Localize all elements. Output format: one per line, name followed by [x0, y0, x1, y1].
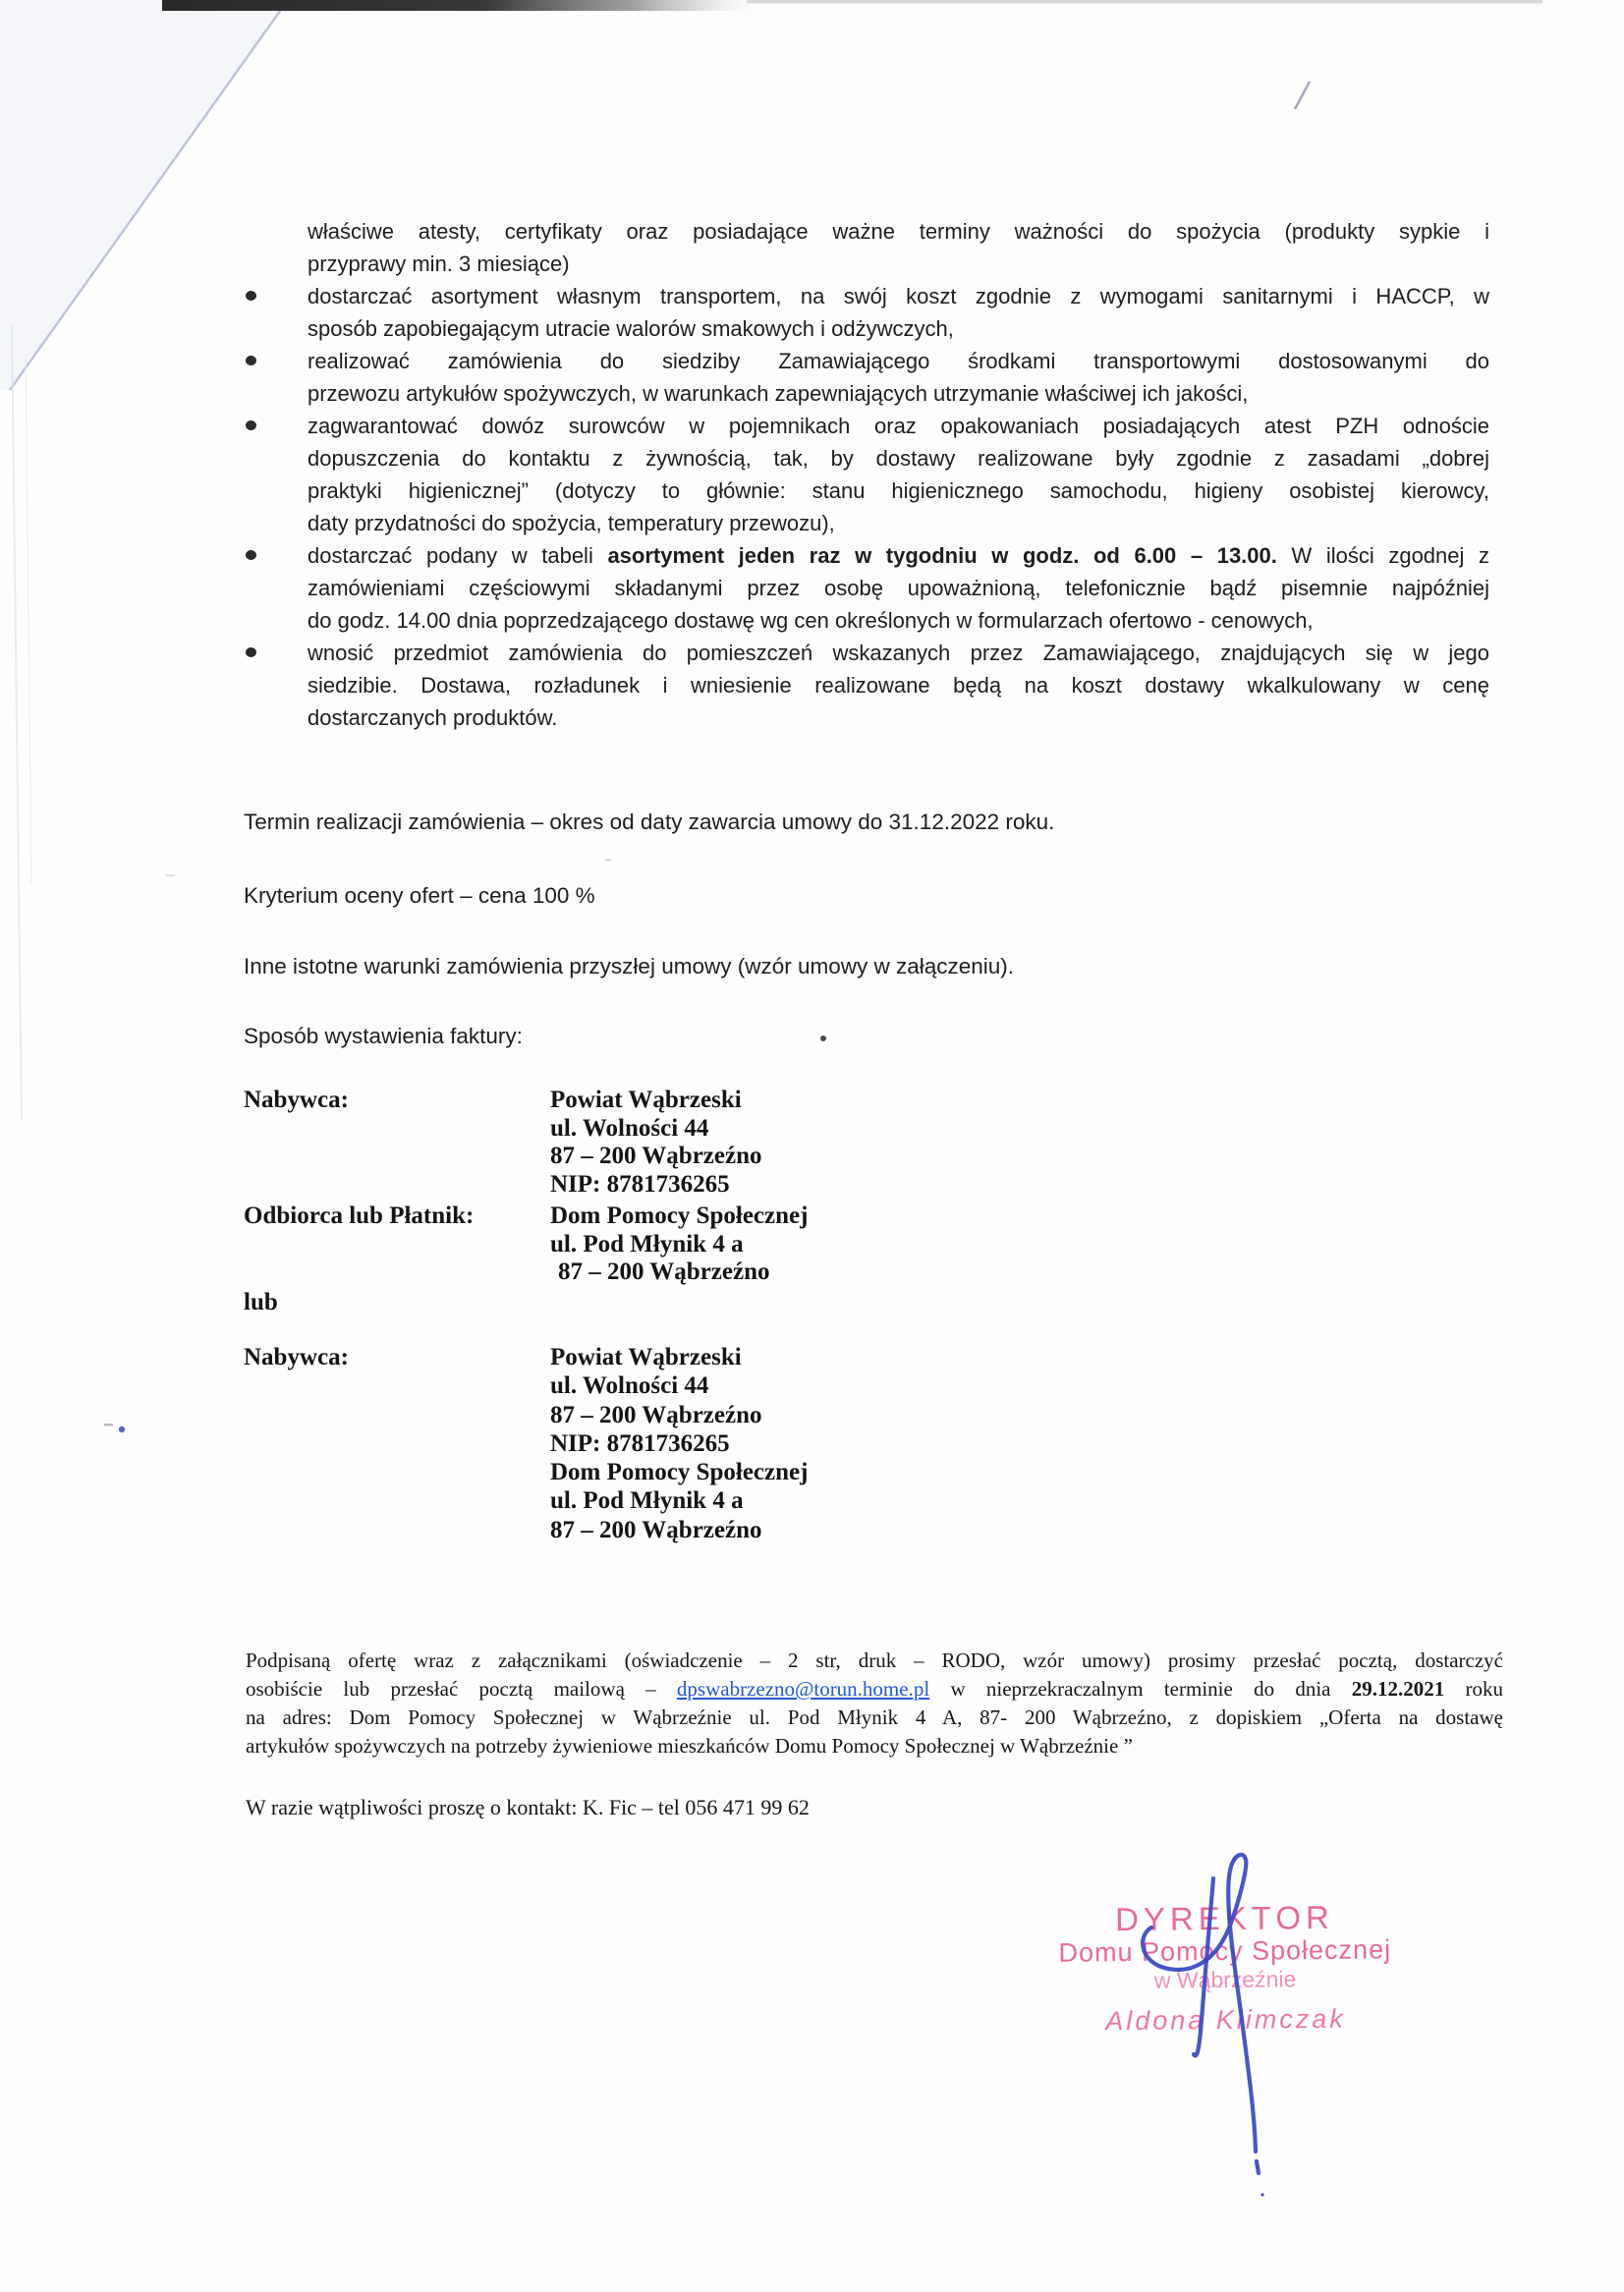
- text-line: Podpisaną ofertę wraz z załącznikami (oświadczenie – 2 str, druk – RODO, wzór umowy) prosimy przesłać pocztą, dostarczyć: [246, 1649, 1503, 1672]
- list-item: [244, 410, 1489, 539]
- stamp-title: DYREKTOR: [1114, 1898, 1335, 1938]
- text-line: artykułów spożywczych na potrzeby żywieniowe mieszkańców Domu Pomocy Społecznej w Wąbrzeźnie ”: [246, 1734, 1133, 1758]
- handwritten-signature: [1110, 1845, 1287, 2218]
- list-item: [244, 637, 1489, 734]
- address-line: 87 – 200 Wąbrzeźno: [550, 1516, 762, 1543]
- text-line: wnosić przedmiot zamówienia do pomieszczeń wskazanych przez Zamawiającego, znajdujących się w jego: [308, 641, 1489, 665]
- gray-speck: [104, 1424, 113, 1426]
- text-line: [308, 539, 1489, 572]
- bold-text-segment: asortyment jeden raz w tygodniu w godz. od 6.00 – 13.00.: [607, 543, 1277, 568]
- pen-slash-mark: [1295, 82, 1310, 109]
- text-line: realizować zamówienia do siedziby Zamawiającego środkami transportowymi dostosowanymi do: [308, 349, 1489, 373]
- address-line: Dom Pomocy Społecznej: [550, 1459, 809, 1486]
- address-line: ul. Pod Młynik 4 a: [550, 1230, 744, 1258]
- left-edge-crease: [12, 324, 22, 1120]
- invoice-method-heading: Sposób wystawienia faktury:: [244, 1024, 523, 1048]
- buyer-block: [244, 1087, 762, 1199]
- text-line: [246, 1675, 1503, 1704]
- signature-stroke: [1143, 1855, 1256, 2152]
- text-line: zagwarantować dowóz surowców w pojemnikach oraz opakowaniach posiadających atest PZH odnoście: [308, 414, 1489, 438]
- text-line: siedzibie. Dostawa, rozładunek i wniesienie realizowane będą na koszt dostawy wkalkulowany w cenę: [308, 673, 1489, 698]
- text-line: sposób zapobiegającym utracie walorów smakowych i odżywczych,: [308, 316, 954, 341]
- scan-shadow-bar: [162, 0, 752, 11]
- left-edge-crease-2: [26, 354, 31, 884]
- recipient-block: [244, 1202, 808, 1287]
- text-line: do godz. 14.00 dnia poprzedzającego dostawę wg cen określonych w formularzach ofertowo - cenowych,: [308, 608, 1314, 633]
- faint-speck-2: [605, 859, 611, 862]
- submission-instructions-paragraph: [246, 1647, 1503, 1761]
- address-line: NIP: 8781736265: [550, 1429, 730, 1457]
- address-line: Powiat Wąbrzeski: [550, 1087, 742, 1113]
- text-segment: W ilości zgodnej z: [1276, 543, 1489, 568]
- email-link[interactable]: dpswabrzezno@torun.home.pl: [676, 1677, 930, 1701]
- list-item: [244, 345, 1489, 410]
- list-item: [244, 539, 1489, 637]
- text-line: na adres: Dom Pomocy Społecznej w Wąbrzeźnie ul. Pod Młynik 4 A, 87- 200 Wąbrzeźno, z dopiskiem „Oferta na dostawę: [246, 1705, 1503, 1729]
- text-segment: roku: [1444, 1677, 1503, 1701]
- address-line: Dom Pomocy Społecznej: [550, 1202, 809, 1229]
- address-line: 87 – 200 Wąbrzeźno: [558, 1258, 770, 1285]
- address-line: ul. Pod Młynik 4 a: [550, 1487, 744, 1515]
- address-line: 87 – 200 Wąbrzeźno: [550, 1143, 762, 1169]
- dot-speck: [820, 1035, 826, 1041]
- address-line: 87 – 200 Wąbrzeźno: [550, 1401, 762, 1428]
- text-line: dostarczać asortyment własnym transportem, na swój koszt zgodnie z wymogami sanitarnymi i HACCP, w: [308, 284, 1489, 308]
- list-item: [244, 280, 1489, 345]
- or-label: lub: [244, 1289, 278, 1315]
- signature-ink-dot: [1260, 2193, 1263, 2196]
- text-line: praktyki higienicznej” (dotyczy to głównie: stanu higienicznego samochodu, higieny osobistej kierowcy,: [308, 478, 1489, 503]
- text-line: przyprawy min. 3 miesiące): [308, 252, 570, 276]
- text-segment: dostarczać podany w tabeli: [308, 543, 608, 568]
- address-line: Powiat Wąbrzeski: [550, 1344, 742, 1370]
- recipient-label: Odbiorca lub Płatnik:: [244, 1202, 475, 1229]
- text-line: dopuszczenia do kontaktu z żywnością, tak, by dostawy realizowane były zgodnie z zasadami „dobrej: [308, 446, 1489, 471]
- ink-speck: [119, 1426, 125, 1432]
- text-line: zamówieniami częściowymi składanymi przez osobę upoważnioną, telefonicznie bądź pisemnie najpóźniej: [308, 576, 1489, 600]
- bullet-icon: [246, 356, 256, 365]
- recipient-address: [550, 1202, 808, 1287]
- buyer-label: Nabywca:: [244, 1344, 349, 1370]
- bullet-icon: [246, 291, 256, 301]
- contact-info-line: W razie wątpliwości proszę o kontakt: K. Fic – tel 056 471 99 62: [246, 1795, 810, 1819]
- text-line: przewozu artykułów spożywczych, w warunkach zapewniających utrzymanie właściwej ich jakości,: [308, 381, 1249, 406]
- address-line: ul. Wolności 44: [550, 1372, 709, 1400]
- other-conditions-statement: Inne istotne warunki zamówienia przyszłej umowy (wzór umowy w załączeniu).: [244, 954, 1015, 978]
- obligations-list: [244, 215, 1489, 734]
- stamp-signer-name: Aldona Klimczak: [1105, 2003, 1346, 2037]
- address-line: NIP: 8781736265: [550, 1170, 730, 1198]
- text-segment: w nieprzekraczalnym terminie do dnia: [929, 1677, 1352, 1701]
- text-line: dostarczanych produktów.: [308, 705, 558, 730]
- delivery-term-statement: Termin realizacji zamówienia – okres od daty zawarcia umowy do 31.12.2022 roku.: [244, 810, 1055, 834]
- faint-speck: [165, 874, 175, 876]
- bullet-icon: [246, 550, 256, 560]
- text-line: daty przydatności do spożycia, temperatury przewozu),: [308, 511, 835, 535]
- deadline-date: 29.12.2021: [1351, 1677, 1445, 1701]
- bullet-icon: [246, 647, 256, 657]
- bullet-icon: [246, 420, 256, 430]
- text-segment: osobiście lub przesłać pocztą mailową –: [246, 1677, 677, 1701]
- stamp-org-line: Domu Pomocy Społecznej: [1058, 1934, 1392, 1968]
- stamp-org-line: w Wąbrzeźnie: [1153, 1966, 1297, 1993]
- list-item: [244, 215, 1489, 280]
- buyer-block-alt: [244, 1343, 808, 1544]
- buyer-label: Nabywca:: [244, 1087, 349, 1113]
- buyer-address: [550, 1343, 808, 1544]
- signature-stroke: [1257, 2161, 1259, 2173]
- address-line: ul. Wolności 44: [550, 1114, 709, 1142]
- scan-shadow-line: [747, 0, 1542, 4]
- text-line: właściwe atesty, certyfikaty oraz posiadające ważne terminy ważności do spożycia (produkty sypkie i: [308, 219, 1489, 244]
- buyer-address: [550, 1087, 762, 1199]
- evaluation-criterion-statement: Kryterium oceny ofert – cena 100 %: [244, 883, 595, 908]
